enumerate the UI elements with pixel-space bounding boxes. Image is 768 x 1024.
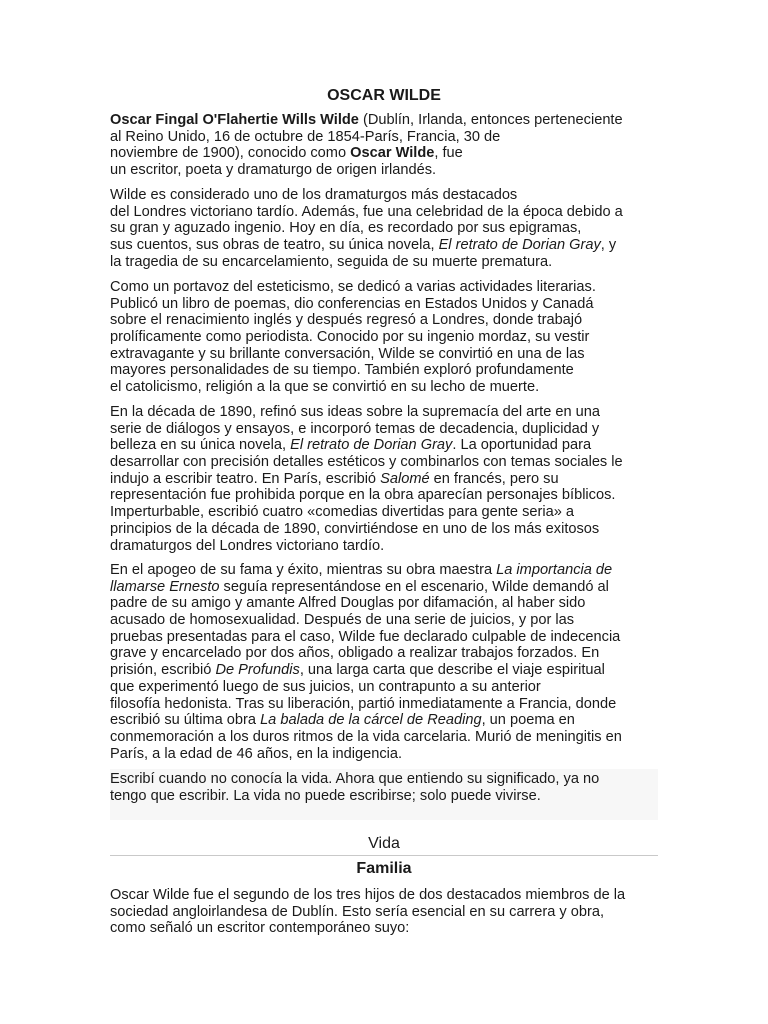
quote-text xyxy=(110,771,670,804)
text-line xyxy=(110,521,670,538)
text-line xyxy=(110,920,670,937)
text-run: principios de la década de 1890, convirtiéndose en uno de los más exitosos xyxy=(110,520,600,537)
italic-title: El retrato de Dorian Gray xyxy=(290,437,453,454)
text-line xyxy=(110,679,670,696)
italic-title: Salomé xyxy=(380,470,430,487)
text-line xyxy=(110,904,670,921)
text-run: Publicó un libro de poemas, dio conferencias en Estados Unidos y Canadá xyxy=(110,295,594,312)
text-line xyxy=(110,296,670,313)
bold-text: Oscar Wilde xyxy=(350,145,435,162)
document-title: OSCAR WILDE xyxy=(327,87,441,104)
text-run: seguía representándose en el escenario, Wilde demandó al xyxy=(219,578,609,595)
text-line xyxy=(110,712,670,729)
text-run: tengo que escribir. La vida no puede escribirse; solo puede vivirse. xyxy=(110,787,541,804)
text-run: serie de diálogos y ensayos, e incorporó temas de decadencia, duplicidad y xyxy=(110,420,600,437)
text-run: indujo a escribir teatro. En París, escribió xyxy=(110,470,381,487)
text-line xyxy=(110,487,670,504)
text-run: pruebas presentadas para el caso, Wilde fue declarado culpable de indecencia xyxy=(110,628,621,645)
text-line xyxy=(110,187,670,204)
italic-title: llamarse Ernesto xyxy=(110,578,220,595)
paragraph-familia xyxy=(110,887,670,937)
paragraph-esteticismo xyxy=(110,279,670,396)
text-line xyxy=(110,220,670,237)
text-run: mayores personalidades de su tiempo. También exploró profundamente xyxy=(110,362,574,379)
text-run: representación fue prohibida porque en la obra aparecían personajes bíblicos. xyxy=(110,487,616,504)
text-line xyxy=(110,629,670,646)
italic-title: El retrato de Dorian Gray xyxy=(438,237,601,254)
text-line xyxy=(110,362,670,379)
text-line xyxy=(110,746,670,763)
text-line xyxy=(110,887,670,904)
text-run: Imperturbable, escribió cuatro «comedias divertidas para gente seria» a xyxy=(110,504,575,521)
text-run: sus cuentos, sus obras de teatro, su única novela, xyxy=(110,237,439,254)
text-line xyxy=(110,129,670,146)
text-run: desarrollar con precisión detalles estéticos y combinarlos con temas sociales le xyxy=(110,454,623,471)
text-run: un escritor, poeta y dramaturgo de origen irlandés. xyxy=(110,162,437,179)
text-line xyxy=(110,421,670,438)
text-line xyxy=(110,112,670,129)
text-line xyxy=(110,579,670,596)
text-run: , y xyxy=(600,237,617,254)
text-run: la tragedia de su encarcelamiento, seguida de su muerte prematura. xyxy=(110,253,553,270)
text-line xyxy=(110,696,670,713)
section-divider xyxy=(110,855,658,856)
text-run: En el apogeo de su fama y éxito, mientras su obra maestra xyxy=(110,562,497,578)
text-line xyxy=(110,454,670,471)
text-line xyxy=(110,645,670,662)
text-run: En la década de 1890, refinó sus ideas sobre la supremacía del arte en una xyxy=(110,404,601,420)
subsection-heading-familia: Familia xyxy=(356,860,412,877)
section-heading-vida: Vida xyxy=(368,835,400,852)
text-run: al Reino Unido, 16 de octubre de 1854-París, Francia, 30 de xyxy=(110,128,501,145)
text-run: Oscar Wilde fue el segundo de los tres hijos de dos destacados miembros de la xyxy=(110,887,626,903)
bold-text: Oscar Fingal O'Flahertie Wills Wilde xyxy=(110,112,359,128)
text-run: conmemoración a los duros ritmos de la vida carcelaria. Murió de meningitis en xyxy=(110,728,622,745)
text-run: en francés, pero su xyxy=(429,470,559,487)
text-line xyxy=(110,662,670,679)
text-line xyxy=(110,437,670,454)
text-line xyxy=(110,471,670,488)
text-run: el catolicismo, religión a la que se convirtió en su lecho de muerte. xyxy=(110,379,540,396)
text-run: Como un portavoz del esteticismo, se dedicó a varias actividades literarias. xyxy=(110,279,596,295)
text-line xyxy=(110,312,670,329)
text-run: , fue xyxy=(434,145,463,162)
paragraph-apogeo xyxy=(110,562,670,762)
text-run: como señaló un escritor contemporáneo suyo: xyxy=(110,920,410,937)
text-line xyxy=(110,254,670,271)
text-run: París, a la edad de 46 años, en la indigencia. xyxy=(110,745,403,762)
text-run: , un poema en xyxy=(481,712,575,729)
text-run: noviembre de 1900), conocido como xyxy=(110,145,351,162)
text-line xyxy=(110,279,670,296)
text-line xyxy=(110,788,670,805)
text-line xyxy=(110,404,670,421)
paragraph-decada-1890 xyxy=(110,404,670,554)
text-line xyxy=(110,612,670,629)
text-run: Escribí cuando no conocía la vida. Ahora que entiendo su significado, ya no xyxy=(110,771,600,787)
text-run: (Dublín, Irlanda, entonces perteneciente xyxy=(358,112,623,128)
text-run: , una larga carta que describe el viaje espiritual xyxy=(299,662,605,679)
text-line xyxy=(110,237,670,254)
text-line xyxy=(110,595,670,612)
text-run: del Londres victoriano tardío. Además, fue una celebridad de la época debido a xyxy=(110,203,623,220)
text-line xyxy=(110,771,670,788)
text-line xyxy=(110,504,670,521)
text-run: prisión, escribió xyxy=(110,662,216,679)
text-run: . La oportunidad para xyxy=(452,437,592,454)
italic-title: De Profundis xyxy=(215,662,300,679)
text-line xyxy=(110,729,670,746)
text-line xyxy=(110,562,670,579)
italic-title: La importancia de xyxy=(496,562,613,578)
text-line xyxy=(110,145,670,162)
text-line xyxy=(110,379,670,396)
text-run: sociedad angloirlandesa de Dublín. Esto sería esencial en su carrera y obra, xyxy=(110,903,605,920)
text-run: prolíficamente como periodista. Conocido por su ingenio mordaz, su vestir xyxy=(110,329,590,346)
paragraph-intro xyxy=(110,112,670,179)
text-run: sobre el renacimiento inglés y después regresó a Londres, donde trabajó xyxy=(110,312,583,329)
text-line xyxy=(110,329,670,346)
text-run: acusado de homosexualidad. Después de una serie de juicios, y por las xyxy=(110,612,575,629)
text-run: Wilde es considerado uno de los dramaturgos más destacados xyxy=(110,187,518,203)
italic-title: La balada de la cárcel de Reading xyxy=(260,712,482,729)
text-run: escribió su última obra xyxy=(110,712,261,729)
text-run: dramaturgos del Londres victoriano tardío. xyxy=(110,537,385,554)
text-run: su gran y aguzado ingenio. Hoy en día, es recordado por sus epigramas, xyxy=(110,220,582,237)
text-run: extravagante y su brillante conversación, Wilde se convirtió en una de las xyxy=(110,345,585,362)
text-line xyxy=(110,538,670,555)
text-run: belleza en su única novela, xyxy=(110,437,291,454)
text-run: padre de su amigo y amante Alfred Douglas por difamación, al haber sido xyxy=(110,595,586,612)
text-run: grave y encarcelado por dos años, obligado a realizar trabajos forzados. En xyxy=(110,645,600,662)
text-line xyxy=(110,162,670,179)
text-line xyxy=(110,346,670,363)
text-run: que experimentó luego de sus juicios, un contrapunto a su anterior xyxy=(110,678,541,695)
text-line xyxy=(110,204,670,221)
text-run: filosofía hedonista. Tras su liberación, partió inmediatamente a Francia, donde xyxy=(110,695,617,712)
paragraph-dramaturgo xyxy=(110,187,670,270)
